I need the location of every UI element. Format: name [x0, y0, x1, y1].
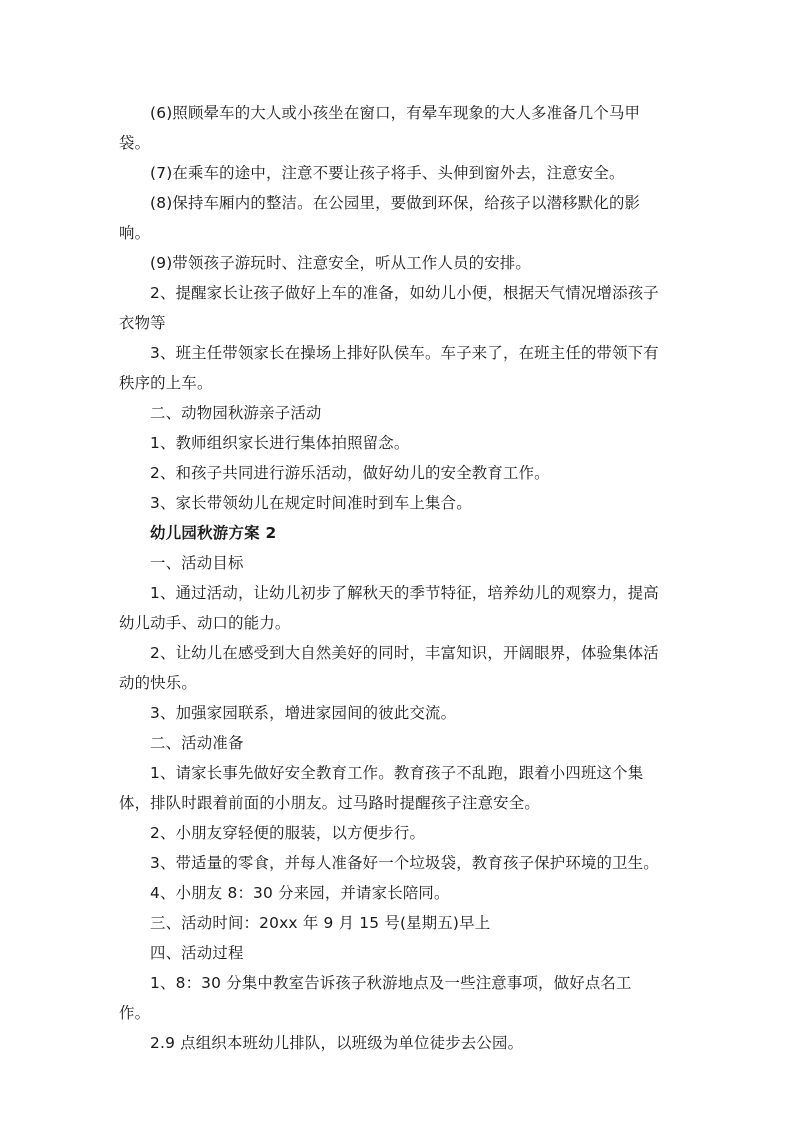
section-heading: 三、活动时间：20xx 年 9 月 15 号(星期五)早上 [150, 914, 491, 932]
document-page [119, 98, 661, 1058]
paragraph: 2、和孩子共同进行游乐活动，做好幼儿的安全教育工作。 [150, 464, 550, 482]
section-heading: 一、活动目标 [150, 554, 244, 572]
paragraph: 2.9 点组织本班幼儿排队，以班级为单位徒步去公园。 [150, 1034, 524, 1052]
paragraph: 1、8：30 分集中教室告诉孩子秋游地点及一些注意事项，做好点名工作。 [119, 974, 632, 1022]
document-title: 幼儿园秋游方案 2 [150, 524, 277, 542]
paragraph: 2、让幼儿在感受到大自然美好的同时，丰富知识，开阔眼界，体验集体活动的快乐。 [119, 644, 659, 692]
paragraph: 1、请家长事先做好安全教育工作。教育孩子不乱跑，跟着小四班这个集体，排队时跟着前面的小朋友。过马路时提醒孩子注意安全。 [119, 764, 644, 812]
paragraph: 2、提醒家长让孩子做好上车的准备，如幼儿小便，根据天气情况增添孩子衣物等 [119, 284, 659, 332]
section-heading: 二、活动准备 [150, 734, 244, 752]
section-heading: 二、动物园秋游亲子活动 [150, 404, 322, 422]
paragraph: 3、带适量的零食，并每人准备好一个垃圾袋，教育孩子保护环境的卫生。 [150, 854, 659, 872]
paragraph: (8)保持车厢内的整洁。在公园里，要做到环保，给孩子以潜移默化的影响。 [119, 194, 641, 242]
section-heading: 四、活动过程 [150, 944, 244, 962]
paragraph: 3、班主任带领家长在操场上排好队侯车。车子来了，在班主任的带领下有秩序的上车。 [119, 344, 659, 392]
paragraph: (6)照顾晕车的大人或小孩坐在窗口，有晕车现象的大人多准备几个马甲袋。 [119, 104, 641, 152]
paragraph: 3、加强家园联系，增进家园间的彼此交流。 [150, 704, 457, 722]
paragraph: (9)带领孩子游玩时、注意安全，听从工作人员的安排。 [150, 254, 531, 272]
paragraph: 1、通过活动，让幼儿初步了解秋天的季节特征，培养幼儿的观察力，提高幼儿动手、动口的能力。 [119, 584, 659, 632]
paragraph: 4、小朋友 8：30 分来园，并请家长陪同。 [150, 884, 450, 902]
paragraph: 1、教师组织家长进行集体拍照留念。 [150, 434, 410, 452]
paragraph: 2、小朋友穿轻便的服装，以方便步行。 [150, 824, 426, 842]
paragraph: 3、家长带领幼儿在规定时间准时到车上集合。 [150, 494, 472, 512]
paragraph: (7)在乘车的途中，注意不要让孩子将手、头伸到窗外去，注意安全。 [150, 164, 625, 182]
